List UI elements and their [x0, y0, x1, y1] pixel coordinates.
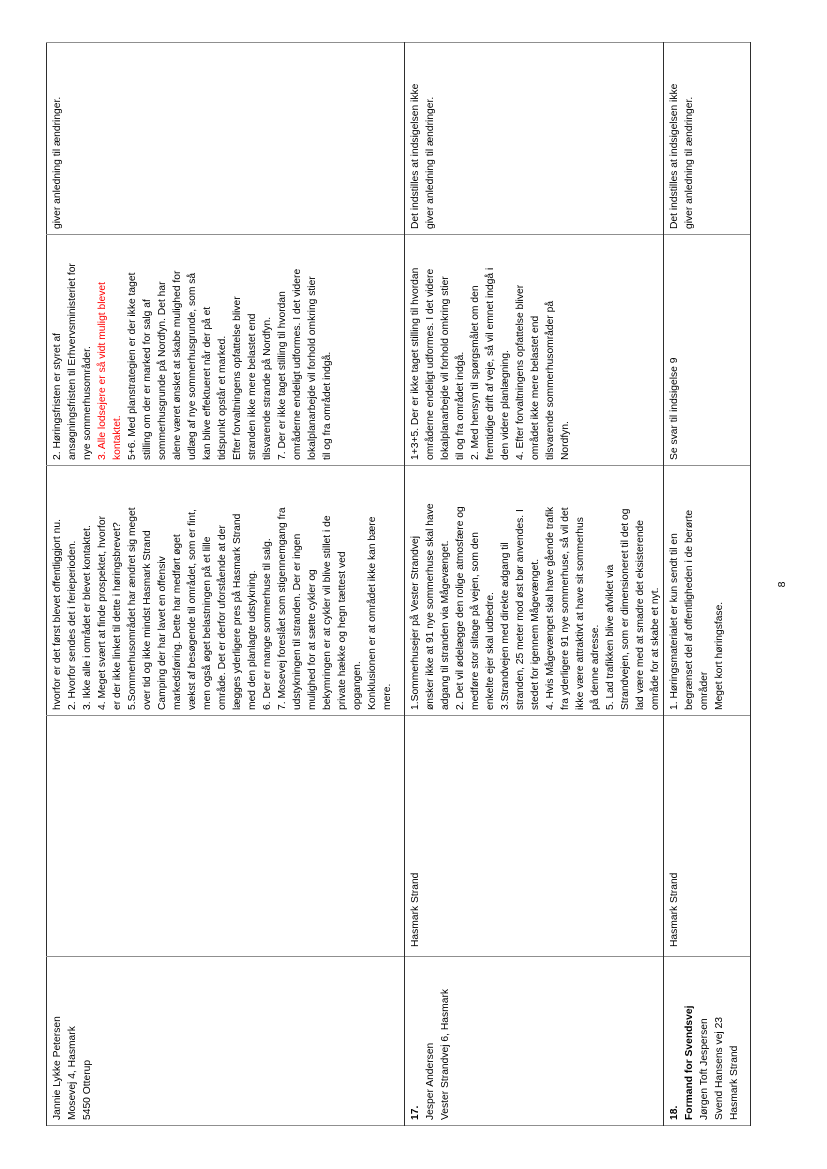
objections-table: [46, 42, 751, 1126]
text-line: områderne endeligt udformes. I det videre: [292, 268, 303, 460]
cell-recommendation: [47, 43, 405, 235]
text-line: til og fra området indgå.: [455, 351, 466, 460]
text-line: område. Det er derfor uforstående at der: [217, 525, 228, 710]
page-number: 8: [776, 581, 788, 588]
cell-objection-summary: [664, 466, 751, 716]
text-line: Se svar til indsigelse 9: [669, 357, 680, 460]
text-line: 7. Mosevej foreslået som stigennemgang fra: [277, 507, 288, 710]
text-line: Svend Hansens vej 23: [714, 1016, 725, 1120]
text-line: vækst af besøgende til området, som er fint,: [187, 509, 198, 710]
text-line: er der ikke linket til dette i høringsbrevet?: [112, 522, 123, 710]
text-line: Jørgen Toft Jespersen: [699, 1018, 710, 1120]
location-label: Hasmark Strand: [410, 872, 421, 947]
cell-objection-summary: [47, 466, 405, 716]
text-line: over tid og ikke mindst Hasmark Strand: [142, 530, 153, 710]
cell-administration-response: [664, 235, 751, 466]
cell-location: [405, 716, 664, 957]
text-line: giver anledning til ændringer.: [52, 96, 63, 229]
text-line: 6. Der er mange sommerhuse til salg.: [262, 538, 273, 710]
text-line: lokalplanarbejde vil forhold omkring stier: [440, 276, 451, 460]
location-label: Hasmark Strand: [669, 872, 680, 947]
text-line: stranden ikke mere belastet end: [247, 313, 258, 460]
text-line: giver anledning til ændringer.: [684, 96, 695, 229]
text-line: Formand for Svendsvej: [684, 1005, 695, 1120]
text-line: 2. Det vil ødelægge den rolige atmosfære og: [455, 506, 466, 710]
text-line: 1+3+5. Der er ikke taget stilling til hvordan: [410, 267, 421, 460]
cell-location: [664, 716, 751, 957]
text-line: på denne adresse.: [590, 624, 601, 710]
text-line: fremtidige drift af veje, så vil emnet indgå i: [485, 267, 496, 460]
text-line: Camping der har lavet en offensiv: [157, 556, 168, 710]
text-line: udlæg af nye sommerhusgrunde, som så: [187, 272, 198, 460]
text-line: Det indstilles at indsigelsen ikke: [669, 83, 680, 229]
text-line: bekymringen er at cykler vil blive stillet i de: [322, 515, 333, 710]
text-line: tilsvarende strande på Nordfyn.: [262, 316, 273, 460]
text-line: 1.Sommerhusejer på Vester Strandvej: [410, 536, 421, 710]
text-line: ikke være attraktivt at have sit sommerhus: [575, 517, 586, 710]
text-line: Det indstilles at indsigelsen ikke: [410, 83, 421, 229]
text-line: tilsvarende sommerhusområder på: [545, 300, 556, 460]
cell-administration-response: [47, 235, 405, 466]
text-line: Jesper Andersen: [425, 1042, 436, 1120]
cell-administration-response: [405, 235, 664, 466]
text-line: områderne endeligt udformes. I det videre: [425, 268, 436, 460]
text-line: Hasmark Strand: [729, 1045, 740, 1120]
text-line: opgangen.: [352, 661, 363, 710]
cell-submitter: [664, 957, 751, 1126]
text-line: private hække og hegn tættest ved: [337, 551, 348, 710]
text-line: tidspunkt opstår et marked.: [217, 335, 228, 460]
objection-row-continued: [47, 43, 405, 1126]
text-line: områder: [699, 671, 710, 710]
text-line: 4. Efter forvaltningens opfattelse bliver: [515, 284, 526, 460]
text-line: stilling om der er marked for salg af: [142, 299, 153, 460]
text-line: område for at skabe et nyt.: [650, 587, 661, 710]
text-line: nye sommerhusområder.: [82, 346, 93, 460]
text-line: adgang til stranden via Mågevænget.: [440, 540, 451, 710]
text-line: sommerhusgrunde på Nordfyn. Det har: [157, 281, 168, 460]
cell-recommendation: [664, 43, 751, 235]
text-line: 2. Hvorfor sendes det i ferieperioden.: [67, 540, 78, 710]
text-line: 4. Meget svært at finde prospektet, hvorfor: [97, 515, 108, 710]
text-line: Mosevej 4, Hasmark: [67, 1026, 78, 1120]
text-line: udstykningen til stranden. Der er ingen: [292, 533, 303, 710]
text-line: til og fra området indgå.: [322, 351, 333, 460]
text-line: Konklusionen er at området ikke kan bære: [367, 516, 378, 710]
text-line: mere.: [382, 683, 393, 710]
text-line: 2. Med hensyn til spørgsmålet om den: [470, 285, 481, 460]
text-line: 5. Lad trafikken blive afviklet via: [605, 564, 616, 710]
cell-location: [47, 716, 405, 957]
cell-objection-summary: [405, 466, 664, 716]
text-line: 4. Hvis Mågevænget skal have gående trafik: [545, 506, 556, 710]
text-line: Jannie Lykke Petersen: [52, 1016, 63, 1120]
text-line: området ikke mere belastet end: [530, 315, 541, 460]
text-line: den videre planlægning.: [500, 350, 511, 460]
text-line: 5.Sommerhusområdet har ændret sig meget: [127, 507, 138, 710]
text-line: Efter forvaltningens opfattelse bliver: [232, 296, 243, 460]
text-line: ønsker ikke at 91 nye sommerhuse skal have: [425, 503, 436, 710]
text-line: alene været ønsket at skabe mulighed for: [172, 270, 183, 460]
text-line: lad være med at smadre det eksisterende: [635, 519, 646, 710]
text-line: lægges yderligere pres på Hasmark Strand: [232, 513, 243, 710]
text-line: 5+6. Med planstrategien er der ikke taget: [127, 272, 138, 460]
cell-submitter: [47, 957, 405, 1126]
text-line: Meget kort høringsfase.: [714, 601, 725, 710]
text-line: 3.Strandvejen med direkte adgang til: [500, 542, 511, 710]
text-line: ansøgningsfristen til Erhvervsministeriet for: [67, 263, 78, 460]
text-line: 3. Ikke alle i området er blevet kontaktet.: [82, 525, 93, 710]
text-line: Nordfyn.: [560, 421, 571, 460]
text-line: 17.: [410, 1105, 421, 1120]
text-line: giver anledning til ændringer.: [425, 96, 436, 229]
text-line: stranden, 25 meter mod øst bør anvendes. I: [515, 509, 526, 710]
text-line: 3. Alle lodsejere er så vidt muligt blevet: [97, 282, 108, 460]
text-line: 7. Der er ikke taget stilling til hvordan: [277, 291, 288, 460]
text-line: fra yderligere 91 nye sommerhuse, så vil det: [560, 507, 571, 710]
text-line: medføre stor slitage på vejen, som den: [470, 532, 481, 710]
objection-row-17: [405, 43, 664, 1126]
text-line: men også øget belastningen på et lille: [202, 536, 213, 710]
text-line: 5450 Otterup: [82, 1059, 93, 1120]
text-line: mulighed for at sætte cykler og: [307, 569, 318, 710]
text-line: 18.: [669, 1105, 680, 1120]
text-line: 2. Høringsfristen er styret af: [52, 332, 63, 460]
text-line: enkelte ejer skal udbedre.: [485, 592, 496, 710]
cell-recommendation: [405, 43, 664, 235]
text-line: lokalplanarbejde vil forhold omkring stier: [307, 276, 318, 460]
text-line: stedet for igennem Mågevænget.: [530, 558, 541, 710]
text-line: 1. Høringsmaterialet er kun sendt til en: [669, 533, 680, 710]
text-line: hvorfor er det først blevet offentliggjort nu.: [52, 519, 63, 710]
objection-row-18: [664, 43, 751, 1126]
text-line: kontaktet.: [112, 415, 123, 460]
text-line: markedsføring. Dette har medført øget: [172, 534, 183, 710]
cell-submitter: [405, 957, 664, 1126]
text-line: Strandvejen, som er dimensioneret til det og: [620, 508, 631, 710]
text-line: Vester Strandvej 6, Hasmark: [440, 988, 451, 1120]
text-line: kan blive effektueret når der på et: [202, 306, 213, 460]
text-line: med den planlagte udstykning.: [247, 570, 258, 710]
text-line: begrænset del af offentligheden i de berørte: [684, 509, 695, 710]
